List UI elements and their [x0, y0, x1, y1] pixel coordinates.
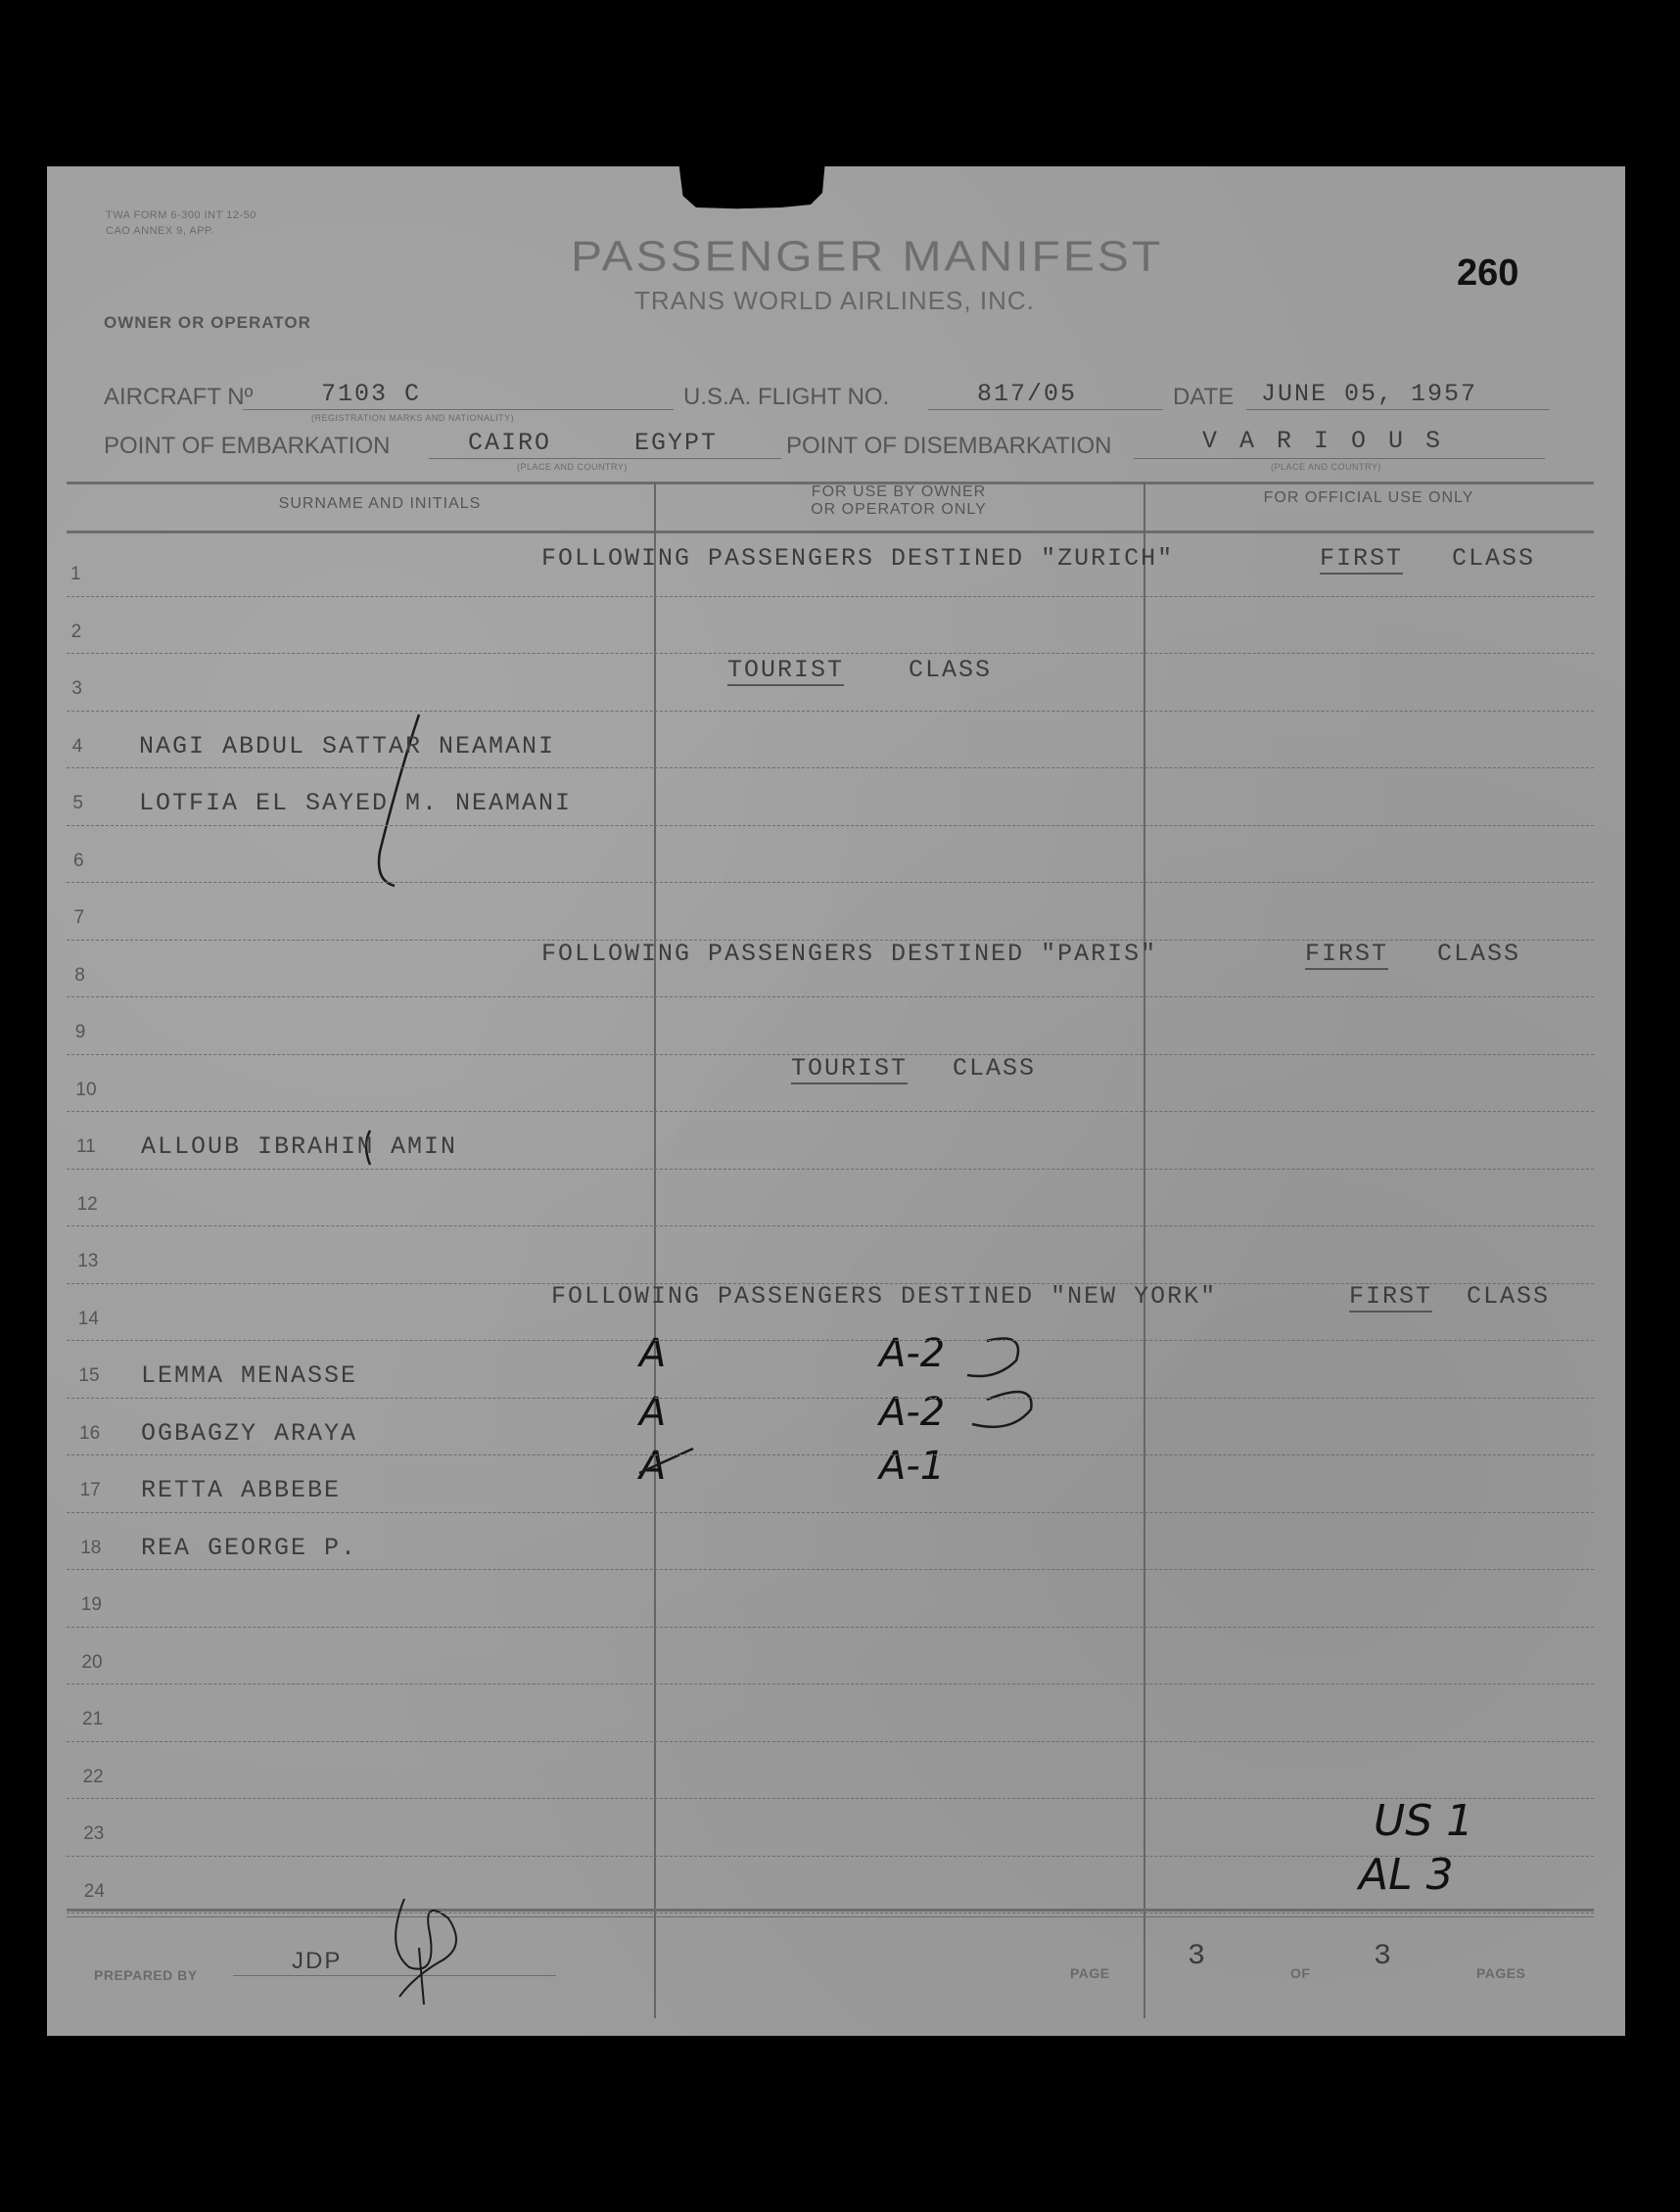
flight-value: 817/05: [977, 380, 1078, 408]
row-number: 9: [74, 1022, 86, 1042]
row-rule: [67, 1225, 1594, 1226]
embark-city: CAIRO: [468, 429, 552, 457]
passenger-name: OGBAGZY ARAYA: [141, 1418, 358, 1448]
hand-tally-2: AL 3: [1359, 1850, 1454, 1900]
disembark-caption: (PLACE AND COUNTRY): [1271, 462, 1381, 472]
passenger-name: REA GEORGE P.: [141, 1533, 358, 1562]
passenger-name: ALLOUB IBRAHIM AMIN: [141, 1132, 458, 1161]
newyork-class: CLASS: [1467, 1282, 1551, 1311]
row-rule: [67, 940, 1594, 941]
paris-class: CLASS: [1437, 940, 1521, 968]
pen-strokes: [47, 166, 1625, 2036]
disembark-value: V A R I O U S: [1202, 427, 1445, 455]
prepared-value: JDP: [292, 1948, 343, 1974]
pages-label: PAGES: [1476, 1965, 1526, 1981]
passenger-name: RETTA ABBEBE: [141, 1476, 342, 1504]
row-rule: [67, 1683, 1594, 1684]
flight-label: U.S.A. FLIGHT NO.: [683, 384, 890, 410]
hand-r16-a: A: [639, 1390, 667, 1435]
embark-caption: (PLACE AND COUNTRY): [517, 462, 628, 472]
row-rule: [67, 1169, 1594, 1170]
row-number: 19: [80, 1594, 102, 1615]
passenger-name: NAGI ABDUL SATTAR NEAMANI: [139, 731, 556, 760]
row-rule: [67, 1454, 1594, 1455]
aircraft-caption: (REGISTRATION MARKS AND NATIONALITY): [311, 413, 515, 423]
row-number: 5: [72, 793, 83, 813]
zurich-tourist-class: CLASS: [909, 656, 993, 684]
passenger-name: LOTFIA EL SAYED M. NEAMANI: [139, 789, 573, 817]
row-number: 3: [71, 678, 82, 699]
form-id-line2: CAO ANNEX 9, APP.: [106, 225, 215, 237]
row-number: 15: [78, 1365, 100, 1386]
row-number: 12: [76, 1193, 98, 1215]
of-label: OF: [1290, 1965, 1311, 1981]
newyork-first: FIRST: [1349, 1282, 1433, 1311]
zurich-class: CLASS: [1452, 544, 1536, 573]
row-number: 14: [77, 1308, 99, 1329]
row-number: 24: [83, 1880, 105, 1902]
prepared-label: PREPARED BY: [94, 1967, 198, 1983]
embark-country: EGYPT: [634, 429, 719, 457]
row-rule: [67, 653, 1594, 654]
paris-first: FIRST: [1305, 940, 1389, 968]
hand-r17-code: A-1: [879, 1444, 946, 1489]
row-number: 21: [82, 1709, 104, 1729]
row-rule: [67, 996, 1594, 997]
row-rule: [67, 1111, 1594, 1112]
hand-r15-code: A-2: [879, 1331, 946, 1376]
row-number: 7: [73, 907, 85, 928]
row-number: 11: [76, 1136, 96, 1157]
hand-tally-1: US 1: [1374, 1796, 1474, 1846]
page-title: PASSENGER MANIFEST: [571, 233, 1164, 281]
row-rule: [67, 1912, 1594, 1913]
row-number: 8: [74, 964, 85, 986]
page-label: PAGE: [1070, 1965, 1110, 1981]
signature-scribble: [380, 1889, 478, 2006]
row-number: 17: [79, 1480, 101, 1500]
zurich-first: FIRST: [1320, 544, 1404, 573]
manifest-sheet: [47, 166, 1625, 2036]
hand-r16-code: A-2: [879, 1390, 946, 1435]
owner-label: OWNER OR OPERATOR: [104, 313, 311, 332]
page-number: 260: [1457, 253, 1519, 294]
paris-tourist: TOURIST: [791, 1054, 909, 1083]
row-rule: [67, 882, 1594, 883]
page-subtitle: TRANS WORLD AIRLINES, INC.: [634, 286, 1035, 315]
row-number: 4: [71, 735, 83, 757]
row-number: 6: [73, 850, 84, 871]
passenger-name: LEMMA MENASSE: [141, 1361, 358, 1390]
row-rule: [67, 767, 1594, 768]
row-rule: [67, 1741, 1594, 1742]
row-rule: [67, 1856, 1594, 1857]
hand-r15-a: A: [639, 1331, 667, 1376]
row-number: 2: [70, 621, 82, 642]
row-number: 10: [75, 1079, 97, 1100]
row-rule: [67, 1512, 1594, 1513]
form-id-line1: TWA FORM 6-300 INT 12-50: [106, 209, 257, 221]
row-number: 13: [77, 1251, 99, 1271]
hand-r17-a: A: [639, 1444, 667, 1489]
row-rule: [67, 596, 1594, 597]
row-rule: [67, 1054, 1594, 1055]
embark-label: POINT OF EMBARKATION: [104, 433, 391, 459]
row-rule: [67, 711, 1594, 712]
row-number: 23: [83, 1823, 105, 1844]
paris-heading: FOLLOWING PASSENGERS DESTINED "PARIS": [541, 940, 1158, 968]
row-number: 16: [79, 1422, 101, 1444]
col-header-names: SURNAME AND INITIALS: [278, 495, 482, 512]
aircraft-value: 7103 C: [321, 380, 422, 408]
row-rule: [67, 1569, 1594, 1570]
newyork-heading: FOLLOWING PASSENGERS DESTINED "NEW YORK": [551, 1282, 1218, 1311]
col-header-owner: FOR USE BY OWNER OR OPERATOR ONLY: [811, 484, 987, 518]
row-rule: [67, 1283, 1594, 1284]
row-number: 22: [82, 1766, 104, 1787]
paris-tourist-class: CLASS: [953, 1054, 1037, 1083]
zurich-heading: FOLLOWING PASSENGERS DESTINED "ZURICH": [541, 544, 1175, 573]
row-number: 1: [70, 564, 81, 584]
date-value: JUNE 05, 1957: [1261, 380, 1478, 408]
row-rule: [67, 1798, 1594, 1799]
row-rule: [67, 1398, 1594, 1399]
aircraft-label: AIRCRAFT Nº: [104, 384, 254, 410]
zurich-tourist: TOURIST: [727, 656, 845, 684]
page-value: 3: [1188, 1940, 1208, 1973]
col-header-official: FOR OFFICIAL USE ONLY: [1263, 489, 1474, 506]
disembark-label: POINT OF DISEMBARKATION: [786, 433, 1112, 459]
of-value: 3: [1374, 1940, 1394, 1973]
row-rule: [67, 1627, 1594, 1628]
row-number: 20: [81, 1651, 103, 1673]
row-rule: [67, 825, 1594, 826]
row-number: 18: [80, 1537, 102, 1558]
date-label: DATE: [1173, 384, 1235, 410]
row-rule: [67, 1340, 1594, 1341]
